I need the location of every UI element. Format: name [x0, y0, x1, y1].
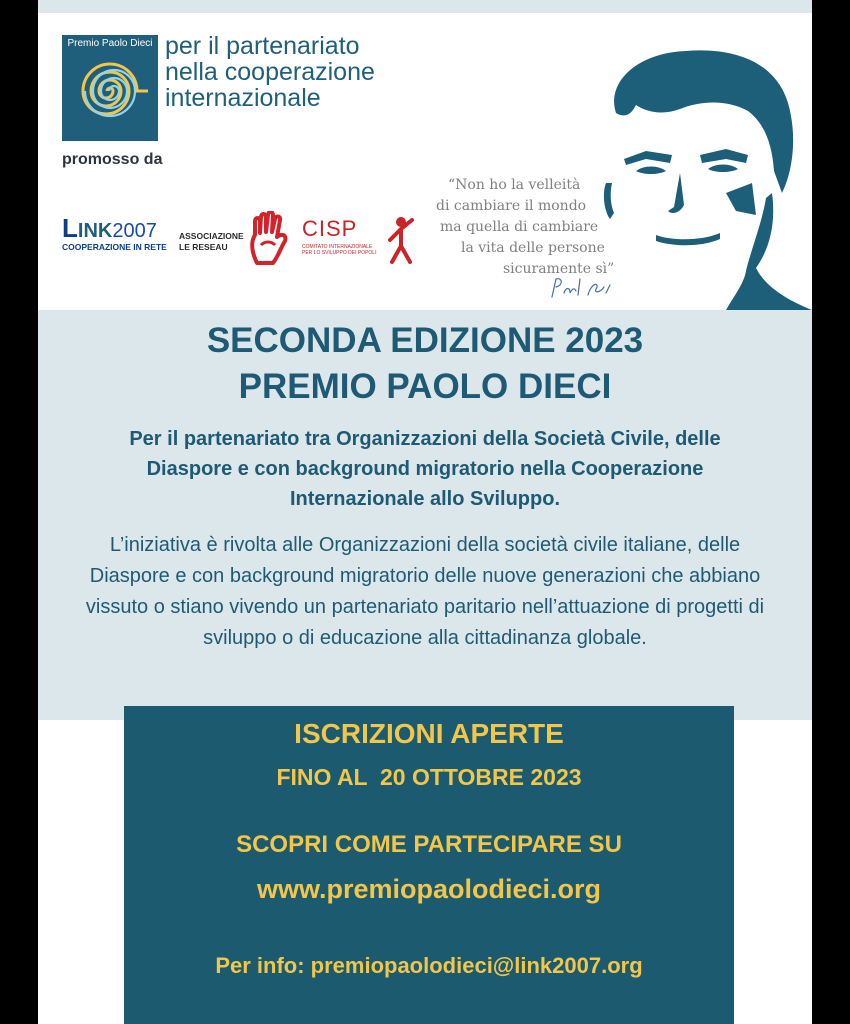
quote-line: la vita delle persone [461, 240, 605, 256]
quote-line: sicuramente sì” [503, 261, 615, 277]
discover-label: SCOPRI COME PARTECIPARE SU [236, 831, 622, 858]
link2007-ink: INK [77, 220, 113, 242]
tagline-line: per il partenariato [165, 32, 360, 60]
cisp-subtitle [302, 244, 376, 256]
top-band [38, 0, 812, 13]
premio-logo [62, 35, 158, 141]
description: L’iniziativa è rivolta alle Organizzazioni della società civile italiane, delle Diaspore e con background migratorio delle nuove generazioni che abbiano vissuto o stiano vivendo un partenariato paritario nell’attuazione di progetti di sviluppo o di educazione alla cittadinanza globale. [85, 534, 765, 649]
link2007-wordmark [62, 213, 172, 244]
cisp-name: CISP [302, 216, 358, 241]
poster [38, 0, 812, 1024]
quote-line: di cambiare il mondo [436, 198, 587, 214]
link2007-letter: L [62, 213, 78, 243]
le-reseau-line1: ASSOCIAZIONE [179, 231, 244, 241]
website-link[interactable]: www.premiopaolodieci.org [256, 874, 602, 904]
hand-icon [249, 211, 291, 265]
edition-title: SECONDA EDIZIONE 2023 [206, 321, 644, 360]
quote-line: ma quella di cambiare [440, 219, 599, 235]
le-reseau-logo [179, 211, 294, 265]
link2007-logo [62, 213, 172, 252]
cta-box [124, 706, 734, 1024]
subtitle: Per il partenariato tra Organizzazioni della Società Civile, delle Diaspore e con background migratorio nella Cooperazione Internazionale allo Sviluppo. [129, 428, 721, 510]
tagline-line: nella cooperazione [165, 58, 375, 86]
registration-open-heading: ISCRIZIONI APERTE [294, 718, 564, 749]
le-reseau-text [179, 231, 244, 253]
tagline [165, 33, 375, 111]
deadline: FINO AL 20 OTTOBRE 2023 [276, 764, 582, 790]
logo-caption: Premio Paolo Dieci [67, 38, 153, 49]
info-email-link[interactable]: Per info: premiopaolodieci@link2007.org [215, 953, 643, 978]
promoted-by-label: promosso da [62, 151, 163, 168]
tagline-line: internazionale [165, 84, 321, 112]
prize-title: PREMIO PAOLO DIECI [238, 367, 612, 406]
spiral-icon [72, 53, 148, 129]
header [38, 13, 812, 310]
cisp-logo [302, 213, 420, 269]
portrait-illustration [576, 43, 812, 310]
quote-line: “Non ho la velleità [448, 177, 581, 193]
link2007-subtitle: COOPERAZIONE IN RETE [62, 242, 167, 252]
cisp-sub-line1: COMITATO INTERNAZIONALE [302, 244, 373, 250]
link2007-year: 2007 [112, 220, 157, 242]
le-reseau-line2: LE RESEAU [179, 242, 228, 252]
info-section [38, 310, 812, 720]
person-figure-icon [386, 216, 416, 264]
cisp-sub-line2: PER LO SVILUPPO DEI POPOLI [302, 250, 377, 256]
